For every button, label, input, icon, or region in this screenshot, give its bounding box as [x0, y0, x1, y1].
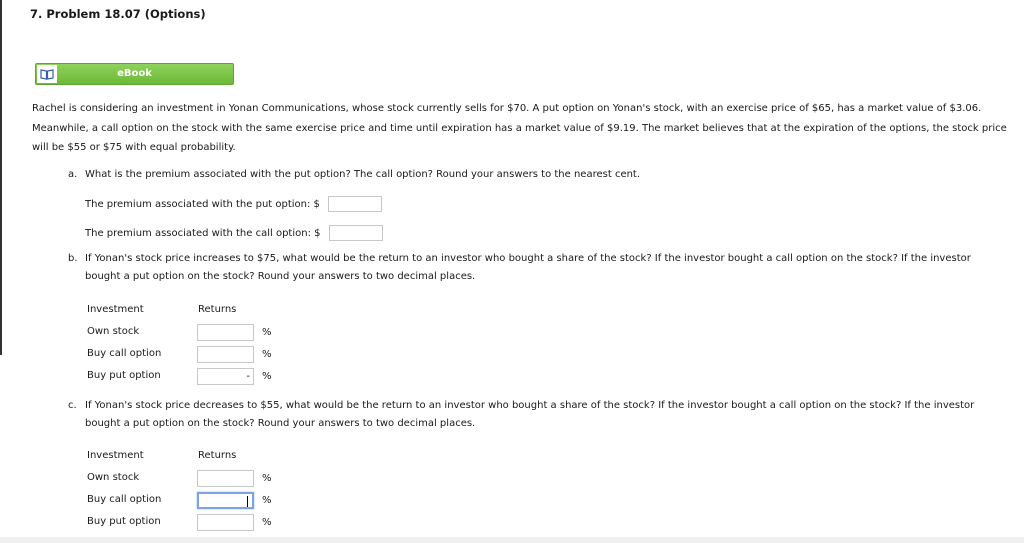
put-premium-input[interactable] [328, 196, 382, 212]
table-row [87, 470, 287, 488]
put-premium-label: The premium associated with the put option: $ [85, 198, 320, 210]
table-row [87, 514, 287, 532]
part-a-text: What is the premium associated with the put option? The call option? Round your answers to the nearest cent. [85, 169, 641, 180]
text-caret [247, 496, 248, 507]
ebook-button[interactable] [35, 63, 234, 85]
problem-title: 7. Problem 18.07 (Options) [30, 7, 206, 21]
part-b-text: If Yonan's stock price increases to $75, what would be the return to an investor who bought a share of the stock? If the investor bought a call option on the stock? If the investor bought a put option on the stock? Round your answers to two decimal places. [85, 253, 971, 282]
row-label: Buy call option [87, 348, 162, 359]
left-border [0, 0, 2, 355]
table-row [87, 324, 287, 342]
own-stock-return-input-c[interactable] [197, 470, 254, 487]
table-row [87, 346, 287, 364]
put-option-return-input-b[interactable]: - [197, 368, 254, 385]
part-c-marker: c. [68, 400, 77, 411]
put-premium-row [85, 196, 382, 212]
part-a-marker: a. [68, 169, 78, 180]
percent-unit: % [262, 473, 272, 484]
part-c-text: If Yonan's stock price decreases to $55, what would be the return to an investor who bought a share of the stock? If the investor bought a call option on the stock? If the investor bought a put option on the stock? Round your answers to two decimal places. [85, 400, 975, 429]
row-label: Own stock [87, 326, 140, 337]
percent-unit: % [262, 495, 272, 506]
own-stock-return-input-b[interactable] [197, 324, 254, 341]
percent-unit: % [262, 517, 272, 528]
ebook-label: eBook [117, 68, 152, 79]
returns-header: Returns [198, 304, 237, 315]
part-b-marker: b. [68, 253, 78, 264]
call-premium-input[interactable] [329, 225, 383, 241]
row-label: Own stock [87, 472, 140, 483]
call-premium-row [85, 225, 383, 241]
percent-unit: % [262, 327, 272, 338]
returns-header: Returns [198, 450, 237, 461]
call-option-return-input-b[interactable] [197, 346, 254, 363]
investment-header: Investment [87, 304, 144, 315]
table-row [87, 492, 287, 510]
bottom-band [0, 537, 1024, 543]
call-premium-label: The premium associated with the call option: $ [85, 227, 321, 239]
investment-header: Investment [87, 450, 144, 461]
problem-statement: Rachel is considering an investment in Yonan Communications, whose stock currently sells for $70. A put option on Yonan's stock, with an exercise price of $65, has a market value of $3.06. Meanwhile, a call option on the stock with the same exercise price and time until expiration has a market value of $9.19. The market believes that at the expiration of the options, the stock price will be $55 or $75 with equal probability. [32, 103, 1007, 153]
row-label: Buy call option [87, 494, 162, 505]
put-option-return-input-c[interactable] [197, 514, 254, 531]
percent-unit: % [262, 349, 272, 360]
percent-unit: % [262, 371, 272, 382]
call-option-return-input-c[interactable] [197, 492, 254, 509]
row-label: Buy put option [87, 516, 161, 527]
row-label: Buy put option [87, 370, 161, 381]
table-row [87, 368, 287, 386]
